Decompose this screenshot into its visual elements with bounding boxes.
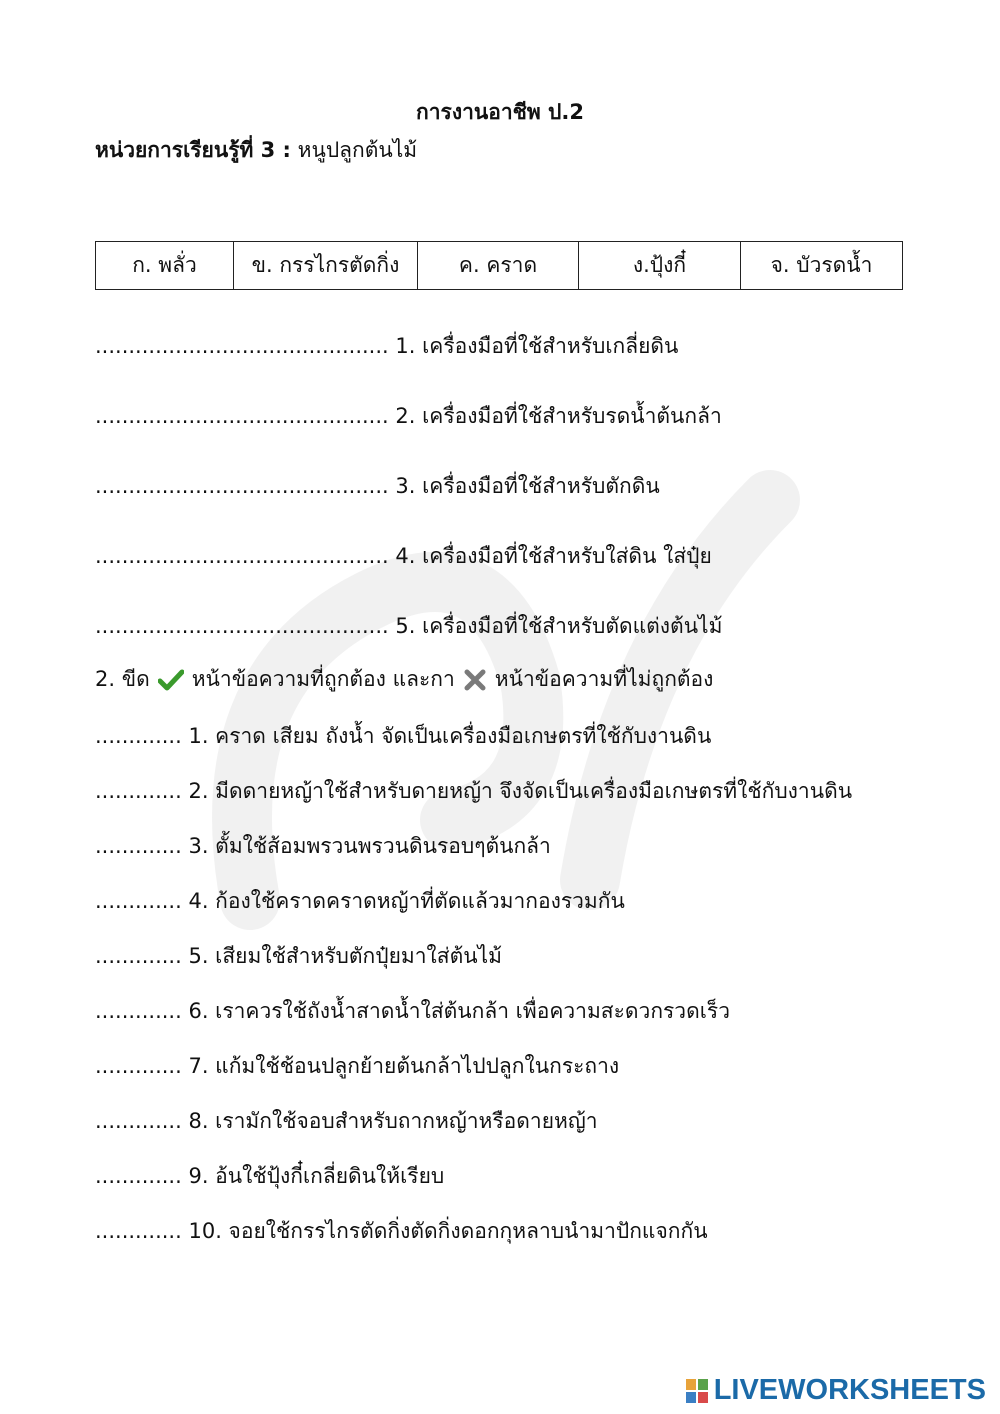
answer-blank[interactable]: .............: [95, 779, 182, 803]
answer-blank[interactable]: ............................................: [95, 544, 389, 568]
unit-heading: [95, 134, 417, 167]
matching-item-text: 4. เครื่องมือที่ใช้สำหรับใส่ดิน ใส่ปุ๋ย: [395, 544, 712, 568]
answer-blank[interactable]: ............................................: [95, 474, 389, 498]
word-bank-option: ก. พลั่ว: [96, 242, 234, 290]
unit-label: หน่วยการเรียนรู้ที่ 3 :: [95, 138, 291, 162]
answer-blank[interactable]: ............................................: [95, 404, 389, 428]
true-false-item-text: 3. ตั้มใช้ส้อมพรวนพรวนดินรอบๆต้นกล้า: [188, 834, 551, 858]
matching-item-text: 2. เครื่องมือที่ใช้สำหรับรดน้ำต้นกล้า: [395, 404, 722, 428]
check-icon: [158, 669, 184, 691]
word-bank-option: ข. กรรไกรตัดกิ่ง: [234, 242, 418, 290]
true-false-item: [95, 1160, 444, 1193]
answer-blank[interactable]: .............: [95, 834, 182, 858]
unit-name: หนูปลูกต้นไม้: [297, 138, 418, 162]
matching-item-text: 5. เครื่องมือที่ใช้สำหรับตัดแต่งต้นไม้: [395, 614, 723, 638]
answer-blank[interactable]: .............: [95, 724, 182, 748]
liveworksheets-logo: [686, 1374, 986, 1407]
part2-instruction: [95, 663, 713, 696]
true-false-item-text: 5. เสียมใช้สำหรับตักปุ๋ยมาใส่ต้นไม้: [188, 944, 502, 968]
answer-blank[interactable]: .............: [95, 1054, 182, 1078]
true-false-item: [95, 1105, 598, 1138]
instruction-middle: หน้าข้อความที่ถูกต้อง และกา: [191, 667, 455, 691]
true-false-item: [95, 720, 711, 753]
brand-name: LIVEWORKSHEETS: [713, 1374, 986, 1406]
word-bank-option: ค. คราด: [418, 242, 579, 290]
liveworksheets-mark-icon: [686, 1379, 708, 1403]
word-bank-table: [95, 241, 903, 290]
true-false-item: [95, 885, 625, 918]
true-false-item: [95, 940, 502, 973]
answer-blank[interactable]: .............: [95, 999, 182, 1023]
matching-item-text: 1. เครื่องมือที่ใช้สำหรับเกลี่ยดิน: [395, 334, 679, 358]
answer-blank[interactable]: .............: [95, 889, 182, 913]
instruction-suffix: หน้าข้อความที่ไม่ถูกต้อง: [494, 667, 714, 691]
answer-blank[interactable]: .............: [95, 1164, 182, 1188]
true-false-item-text: 1. คราด เสียม ถังน้ำ จัดเป็นเครื่องมือเกษตรที่ใช้กับงานดิน: [188, 724, 712, 748]
page-title: การงานอาชีพ ป.2: [416, 100, 584, 124]
cross-icon: [463, 668, 487, 692]
matching-item: [95, 330, 678, 363]
true-false-item-text: 9. อ้นใช้ปุ้งกี๋เกลี่ยดินให้เรียบ: [188, 1164, 445, 1188]
true-false-item: [95, 995, 730, 1028]
true-false-item: [95, 1050, 619, 1083]
true-false-item: [95, 830, 551, 863]
true-false-item-text: 6. เราควรใช้ถังน้ำสาดน้ำใส่ต้นกล้า เพื่อความสะดวกรวดเร็ว: [188, 999, 730, 1023]
answer-blank[interactable]: .............: [95, 1109, 182, 1133]
true-false-item-text: 8. เรามักใช้จอบสำหรับถากหญ้าหรือดายหญ้า: [188, 1109, 598, 1133]
true-false-item-text: 2. มีดดายหญ้าใช้สำหรับดายหญ้า จึงจัดเป็นเครื่องมือเกษตรที่ใช้กับงานดิน: [188, 779, 853, 803]
true-false-item-text: 4. ก้องใช้คราดคราดหญ้าที่ตัดแล้วมากองรวมกัน: [188, 889, 625, 913]
true-false-item: [95, 1215, 708, 1248]
answer-blank[interactable]: .............: [95, 1219, 182, 1243]
true-false-item-text: 7. แก้มใช้ช้อนปลูกย้ายต้นกล้าไปปลูกในกระถาง: [188, 1054, 620, 1078]
matching-item: [95, 610, 722, 643]
true-false-item-text: 10. จอยใช้กรรไกรตัดกิ่งตัดกิ่งดอกกุหลาบนำมาปักแจกกัน: [188, 1219, 708, 1243]
word-bank-option: ง.ปุ้งกี๋: [579, 242, 741, 290]
matching-item: [95, 470, 660, 503]
true-false-item: [95, 775, 852, 808]
matching-item: [95, 400, 722, 433]
word-bank-option: จ. บัวรดน้ำ: [741, 242, 903, 290]
matching-item-text: 3. เครื่องมือที่ใช้สำหรับตักดิน: [395, 474, 660, 498]
matching-item: [95, 540, 712, 573]
answer-blank[interactable]: ............................................: [95, 614, 389, 638]
instruction-prefix: 2. ขีด: [95, 667, 150, 691]
answer-blank[interactable]: .............: [95, 944, 182, 968]
answer-blank[interactable]: ............................................: [95, 334, 389, 358]
